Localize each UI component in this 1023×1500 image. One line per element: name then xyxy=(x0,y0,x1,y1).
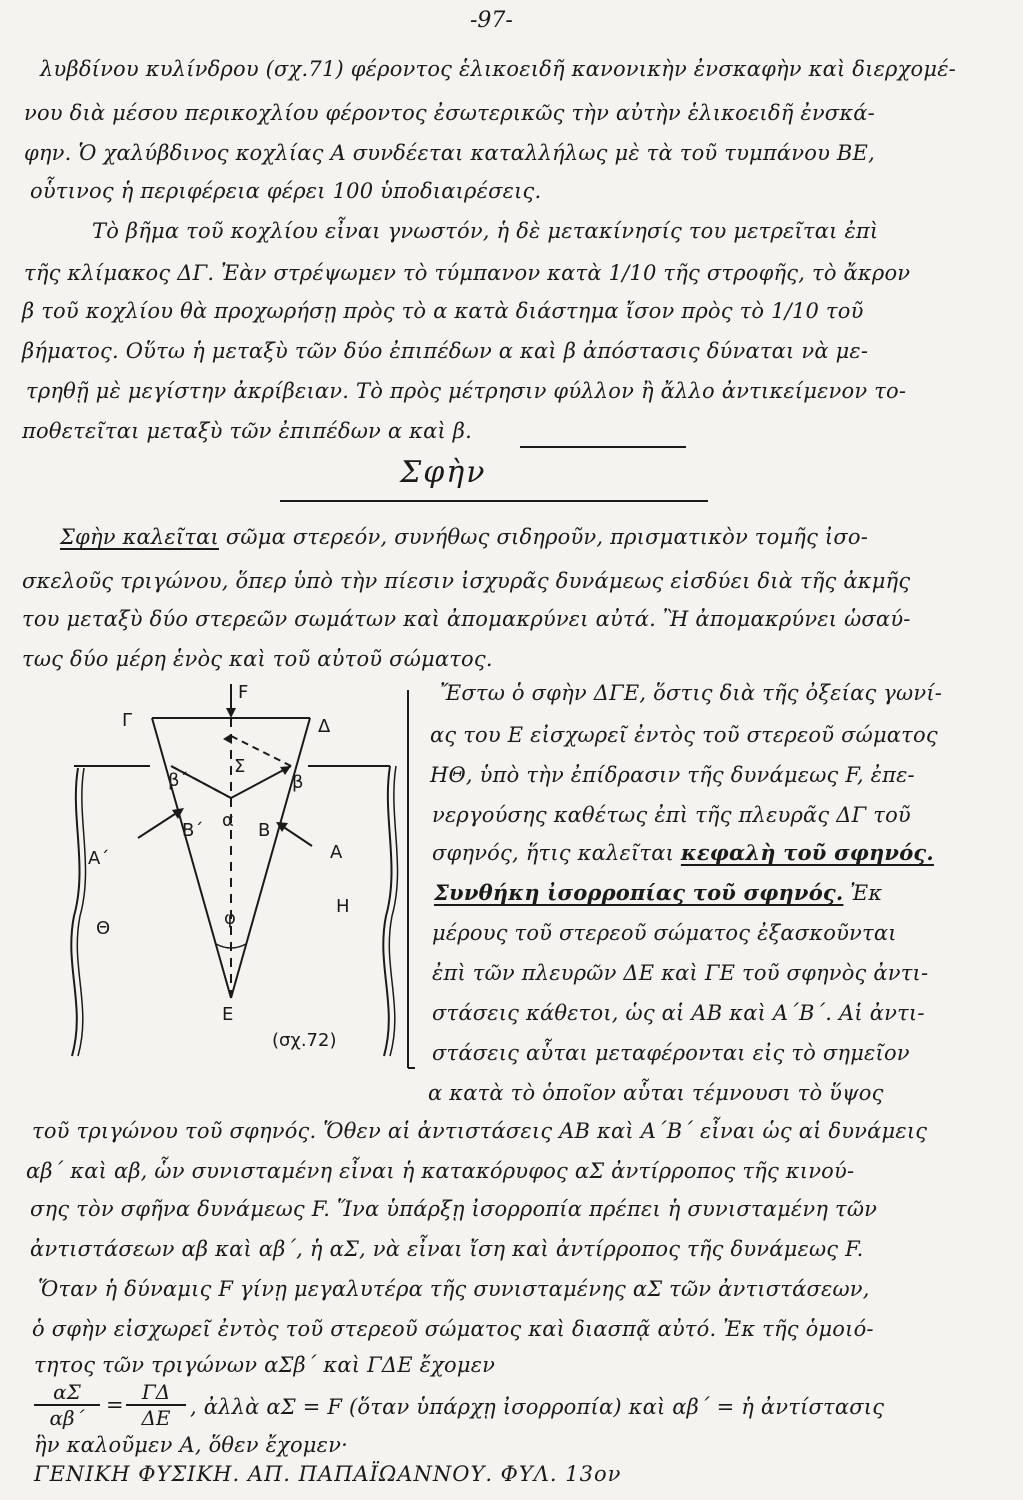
page-number: -97- xyxy=(470,8,513,33)
text-line: φην. Ὁ χαλύβδινος κοχλίας Α συνδέεται καταλλήλως μὲ τὰ τοῦ τυμπάνου ΒΕ, xyxy=(24,141,875,165)
text-line: αβ΄ καὶ αβ, ὧν συνισταμένη εἶναι ἡ κατακόρυφος αΣ ἀντίρροπος τῆς κινού- xyxy=(26,1159,855,1183)
text-line: ἐπὶ τῶν πλευρῶν ΔΕ καὶ ΓΕ τοῦ σφηνὸς ἀντι- xyxy=(432,961,929,985)
rule-bottom xyxy=(280,500,708,502)
text-line: ΗΘ, ὑπὸ τὴν ἐπίδρασιν τῆς δυνάμεως F, ἐπε- xyxy=(430,763,915,787)
text-line: μέρους τοῦ στερεοῦ σώματος ἐξασκοῦνται xyxy=(432,921,897,945)
text-line: τως δύο μέρη ἑνὸς καὶ τοῦ αὐτοῦ σώματος. xyxy=(22,647,493,671)
text-line: τητος τῶν τριγώνων αΣβ΄ καὶ ΓΔΕ ἔχομεν xyxy=(34,1353,496,1377)
text-line: λυβδίνου κυλίνδρου (σχ.71) φέροντος ἑλικοειδῆ κανονικὴν ἐνσκαφὴν καὶ διερχομέ- xyxy=(40,57,956,81)
fraction-numerator: αΣ xyxy=(53,1380,81,1404)
text-line: Ἔστω ὁ σφὴν ΔΓΕ, ὅστις διὰ τῆς ὀξείας γωνί- xyxy=(440,681,943,705)
text-line xyxy=(432,840,934,866)
label-S: Σ xyxy=(234,756,246,777)
label-D: Δ xyxy=(318,716,331,737)
fraction-right xyxy=(126,1380,186,1430)
label-F: F xyxy=(238,682,249,703)
text-line: σης τὸν σφῆνα δυνάμεως F. Ἵνα ὑπάρξῃ ἰσορροπία πρέπει ἡ συνισταμένη τῶν xyxy=(30,1197,878,1221)
text-line: τοῦ τριγώνου τοῦ σφηνός. Ὅθεν αἱ ἀντιστάσεις ΑΒ καὶ Α΄Β΄ εἶναι ὡς αἱ δυνάμεις xyxy=(32,1119,928,1143)
fraction-left xyxy=(34,1380,100,1430)
definition-term: Σφὴν καλεῖται xyxy=(60,525,219,549)
section-heading: Σφὴν xyxy=(400,455,487,490)
fraction-denominator: αβ΄ xyxy=(34,1404,100,1430)
footer-signature: ΓΕΝΙΚΗ ΦΥΣΙΚΗ. ΑΠ. ΠΑΠΑΪΩΑΝΝΟΥ. ΦΥΛ. 13ον xyxy=(34,1462,622,1486)
text-line: Τὸ βῆμα τοῦ κοχλίου εἶναι γνωστόν, ἡ δὲ μετακίνησίς του μετρεῖται ἐπὶ xyxy=(92,219,879,243)
text-line: ἣν καλοῦμεν Α, ὅθεν ἔχομεν· xyxy=(34,1433,348,1457)
label-A-prime: Α΄ xyxy=(88,848,110,869)
text-line: στάσεις αὗται μεταφέρονται εἰς τὸ σημεῖον xyxy=(432,1041,910,1065)
text-line: οὗτινος ἡ περιφέρεια φέρει 100 ὑποδιαιρέσεις. xyxy=(30,179,542,203)
wedge-figure xyxy=(60,676,415,1076)
text-line: ας του Ε εἰσχωρεῖ ἐντὸς τοῦ στερεοῦ σώματος xyxy=(430,723,938,747)
label-B: Β xyxy=(258,820,271,841)
rule-top xyxy=(520,446,686,448)
text-line: β τοῦ κοχλίου θὰ προχωρήσῃ πρὸς τὸ α κατὰ διάστημα ἴσον πρὸς τὸ 1/10 τοῦ xyxy=(22,299,864,323)
text-line: στάσεις κάθετοι, ὡς αἱ ΑΒ καὶ Α΄Β΄. Αἱ ἀντι- xyxy=(432,1001,925,1025)
text-line: νου διὰ μέσου περικοχλίου φέροντος ἐσωτερικῶς τὴν αὐτὴν ἑλικοειδῆ ἐνσκά- xyxy=(24,101,875,125)
text-line xyxy=(434,880,882,906)
text-line: Ὅταν ἡ δύναμις F γίνῃ μεγαλυτέρα τῆς συνισταμένης αΣ τῶν ἀντιστάσεων, xyxy=(38,1277,870,1301)
label-H: Η xyxy=(336,896,350,917)
head-text: σφηνός, ἥτις καλεῖται xyxy=(432,841,681,865)
text-line: του μεταξὺ δύο στερεῶν σωμάτων καὶ ἀπομακρύνει αὐτά. Ἢ ἀπομακρύνει ὡσαύ- xyxy=(22,607,911,631)
label-phi: φ xyxy=(224,908,236,929)
text-line: α κατὰ τὸ ὁποῖον αὗται τέμνουσι τὸ ὕψος xyxy=(428,1081,884,1105)
text-line: νεργούσης καθέτως ἐπὶ τῆς πλευρᾶς ΔΓ τοῦ xyxy=(432,803,911,827)
text-line: τῆς κλίμακος ΔΓ. Ἐὰν στρέψωμεν τὸ τύμπανον κατὰ 1/10 τῆς στροφῆς, τὸ ἄκρον xyxy=(24,261,911,285)
equilibrium-title: Συνθήκη ἰσορροπίας τοῦ σφηνός. xyxy=(434,880,844,905)
label-B-prime: Β΄ xyxy=(182,820,204,841)
label-E: Ε xyxy=(222,1004,234,1025)
label-Th: Θ xyxy=(96,918,111,939)
equals-sign: = xyxy=(106,1393,124,1417)
head-term: κεφαλὴ τοῦ σφηνός. xyxy=(680,840,934,865)
label-a: α xyxy=(222,810,234,831)
fraction-denominator: ΔΕ xyxy=(126,1404,186,1430)
text-line: βήματος. Οὕτω ἡ μεταξὺ τῶν δύο ἐπιπέδων α καὶ β ἀπόστασις δύναται νὰ με- xyxy=(22,339,869,363)
label-G: Γ xyxy=(122,710,133,731)
equilibrium-rest: Ἐκ xyxy=(843,881,883,905)
figure-caption: (σχ.72) xyxy=(272,1030,337,1051)
definition-rest: σῶμα στερεόν, συνήθως σιδηροῦν, πρισματικὸν τομῆς ἰσο- xyxy=(218,525,869,549)
text-line: τρηθῇ μὲ μεγίστην ἀκρίβειαν. Τὸ πρὸς μέτρησιν φύλλον ἢ ἄλλο ἀντικείμενον το- xyxy=(26,379,907,403)
text-line: σκελοῦς τριγώνου, ὅπερ ὑπὸ τὴν πίεσιν ἰσχυρᾶς δυνάμεως εἰσδύει διὰ τῆς ἀκμῆς xyxy=(22,569,911,593)
fraction-numerator: ΓΔ xyxy=(141,1380,171,1404)
label-b-prime: β΄ xyxy=(168,770,189,791)
label-A: Α xyxy=(330,842,343,863)
label-b: β xyxy=(292,772,304,793)
text-line: ἀντιστάσεων αβ καὶ αβ΄, ἡ αΣ, νὰ εἶναι ἴση καὶ ἀντίρροπος τῆς δυνάμεως F. xyxy=(30,1237,864,1261)
text-line: ὁ σφὴν εἰσχωρεῖ ἐντὸς τοῦ στερεοῦ σώματος καὶ διασπᾷ αὐτό. Ἐκ τῆς ὁμοιό- xyxy=(32,1317,874,1341)
formula-rest: , ἀλλὰ αΣ = F (ὅταν ὑπάρχῃ ἰσορροπία) καὶ αβ΄ = ἡ ἀντίστασις xyxy=(190,1395,885,1419)
definition-line xyxy=(60,524,868,550)
text-line: ποθετεῖται μεταξὺ τῶν ἐπιπέδων α καὶ β. xyxy=(22,419,473,443)
